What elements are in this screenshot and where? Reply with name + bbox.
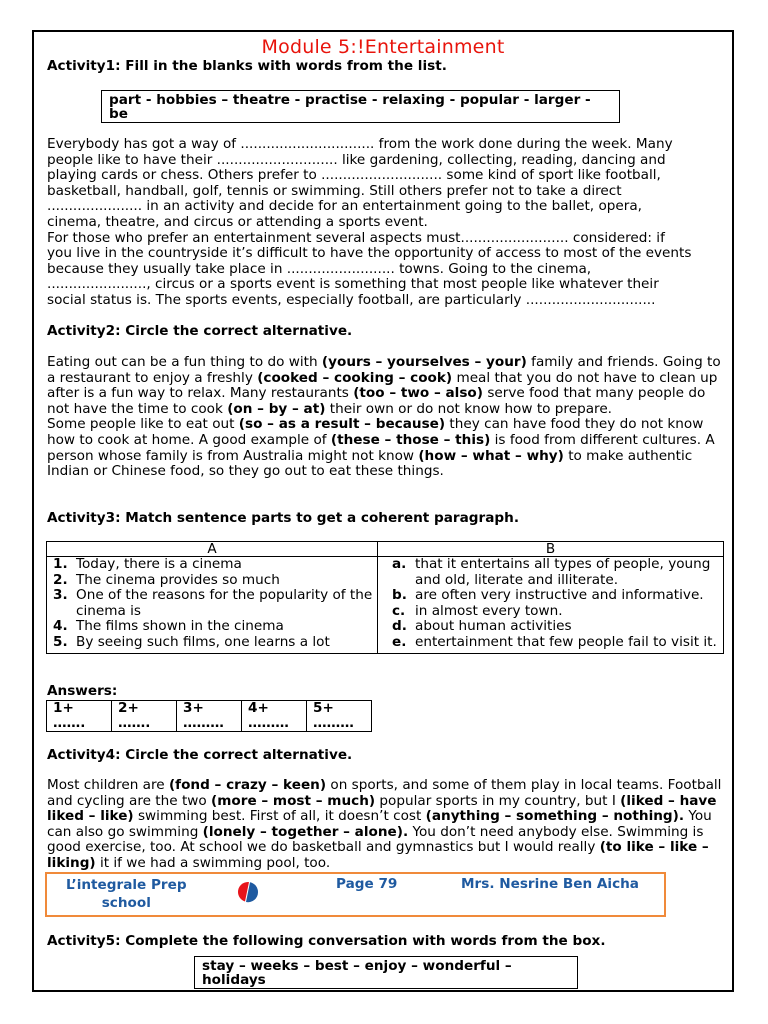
text-run: is food from different cultures. A person whose family is from Australia might not know [47, 431, 715, 464]
choice-option[interactable]: (fond – crazy – keen) [168, 777, 327, 793]
text-run: swimming best. First of all, it doesn’t cost [133, 808, 426, 825]
activity2-text [47, 355, 722, 480]
column-a-cell [47, 557, 378, 654]
text-run: serve food that many people do not have the time to cook [47, 385, 706, 417]
text-line: you live in the countryside it’s difficult to have the opportunity of access to most of the events [47, 245, 692, 262]
choice-option[interactable]: (how – what – why) [418, 447, 564, 464]
choice-option[interactable]: (lonely – together – alone). [202, 823, 409, 840]
activity2-heading: Activity2: Circle the correct alternative. [47, 323, 353, 339]
choice-option[interactable]: (yours – yourselves – your) [321, 354, 527, 370]
activity3-heading: Activity3: Match sentence parts to get a coherent paragraph. [47, 510, 519, 526]
text-line: basketball, handball, golf, tennis or swimming. Still others prefer not to take a direct [47, 182, 622, 199]
school-name: L’integrale Prep school [66, 877, 187, 911]
choice-option[interactable]: (so – as a result – because) [238, 416, 446, 433]
text-line: social status is. The sports events, especially football, are particularly .............................. [47, 291, 656, 308]
choice-option[interactable]: (cooked – cooking – cook) [257, 369, 453, 386]
text-run: to make authentic Indian or Chinese food, so they go out to eat these things. [47, 447, 693, 480]
text-run: You don’t need anybody else. Swimming is good exercise, too. At school we do basketball and gymnastics but I would really [47, 823, 704, 856]
page-footer [45, 872, 666, 917]
list-item: 4. The films shown in the cinema [53, 618, 284, 635]
column-b-header: B [378, 542, 724, 557]
text-line: because they usually take place in ......................... towns. Going to the cinema, [47, 260, 592, 277]
list-item: 1. Today, there is a cinema [53, 556, 242, 572]
list-item: 3. One of the reasons for the popularity of the cinema is [53, 587, 373, 619]
text-run: Eating out can be a fun thing to do with [47, 354, 322, 370]
list-item: a. that it entertains all types of people, young and old, literate and illiterate. [392, 556, 711, 588]
column-a-header: A [47, 542, 378, 557]
text-line: For those who prefer an entertainment several aspects must......................... considered: if [47, 229, 665, 246]
text-run: meal that you do not have to clean up after is a fun way to relax. Many restaurants [47, 369, 718, 402]
activity4-heading: Activity4: Circle the correct alternative. [47, 747, 353, 763]
choice-option[interactable]: (anything – something – nothing). [425, 808, 685, 825]
text-run: they can have food they do not know how to cook at home. A good example of [47, 416, 704, 448]
choice-option[interactable]: (too – two – also) [353, 385, 483, 402]
answer-cell[interactable]: 5+ ……… [307, 701, 372, 732]
page-number: Page 79 [336, 876, 398, 892]
answer-cell[interactable]: 3+ ……… [177, 701, 242, 732]
text-line: cinema, theatre, and circus or attending a sports event. [47, 213, 428, 230]
answers-label: Answers: [47, 683, 118, 699]
text-line: ...................... in an activity and decide for an entertainment going to the ballet, opera, [47, 198, 642, 215]
list-item: b. are often very instructive and informative. [392, 587, 704, 604]
activity5-heading: Activity5: Complete the following conversation with words from the box. [47, 933, 606, 949]
activity1-text [47, 137, 722, 309]
page-title: Module 5:!Entertainment [261, 36, 505, 58]
list-item: e. entertainment that few people fail to visit it. [392, 633, 717, 650]
activity4-text [47, 778, 722, 872]
activity1-heading: Activity1: Fill in the blanks with words from the list. [47, 58, 447, 74]
choice-option[interactable]: (on – by – at) [227, 400, 326, 417]
list-item: c. in almost every town. [392, 602, 563, 619]
answers-table [46, 700, 372, 732]
answer-cell[interactable]: 4+ ……… [242, 701, 307, 732]
choice-option[interactable]: (more – most – much) [211, 792, 376, 809]
text-run: their own or do not know how to prepare. [325, 400, 613, 417]
text-run: on sports, and some of them play in local teams. Football and cycling are the two [47, 777, 722, 809]
text-run: popular sports in my country, but I [375, 792, 621, 809]
text-run: it if we had a swimming pool, too. [95, 854, 331, 871]
activity5-word-box: stay – weeks – best – enjoy – wonderful – holidays [194, 956, 578, 989]
text-run: Some people like to eat out [47, 416, 239, 433]
list-item: d. about human activities [392, 618, 572, 635]
list-item: 5. By seeing such films, one learns a lot [53, 633, 330, 650]
text-line: Everybody has got a way of ............................... from the work done during the week. Many [47, 136, 673, 152]
text-run: You can also go swimming [47, 808, 712, 840]
activity1-word-box: part - hobbies – theatre - practise - relaxing - popular - larger - be [101, 90, 620, 123]
school-logo-icon [233, 881, 263, 903]
text-run: Most children are [47, 777, 169, 793]
answer-cell[interactable]: 2+ ……. [112, 701, 177, 732]
text-line: ......................., circus or a sports event is something that most people like whatever their [47, 276, 659, 293]
teacher-name: Mrs. Nesrine Ben Aicha [461, 876, 639, 892]
text-line: people like to have their ............................ like gardening, collecting, reading, dancing and [47, 151, 666, 168]
column-b-cell [378, 557, 724, 654]
matching-table [46, 541, 724, 654]
text-run: family and friends. Going to a restaurant to enjoy a freshly [47, 354, 721, 386]
answer-cell[interactable]: 1+ ……. [47, 701, 112, 732]
text-line: playing cards or chess. Others prefer to ............................ some kind of sport like football, [47, 167, 661, 184]
choice-option[interactable]: (to like – like – liking) [47, 839, 709, 871]
worksheet-page [32, 30, 734, 992]
choice-option[interactable]: (liked – have liked – like) [47, 792, 717, 825]
choice-option[interactable]: (these – those – this) [330, 431, 491, 448]
list-item: 2. The cinema provides so much [53, 571, 280, 588]
